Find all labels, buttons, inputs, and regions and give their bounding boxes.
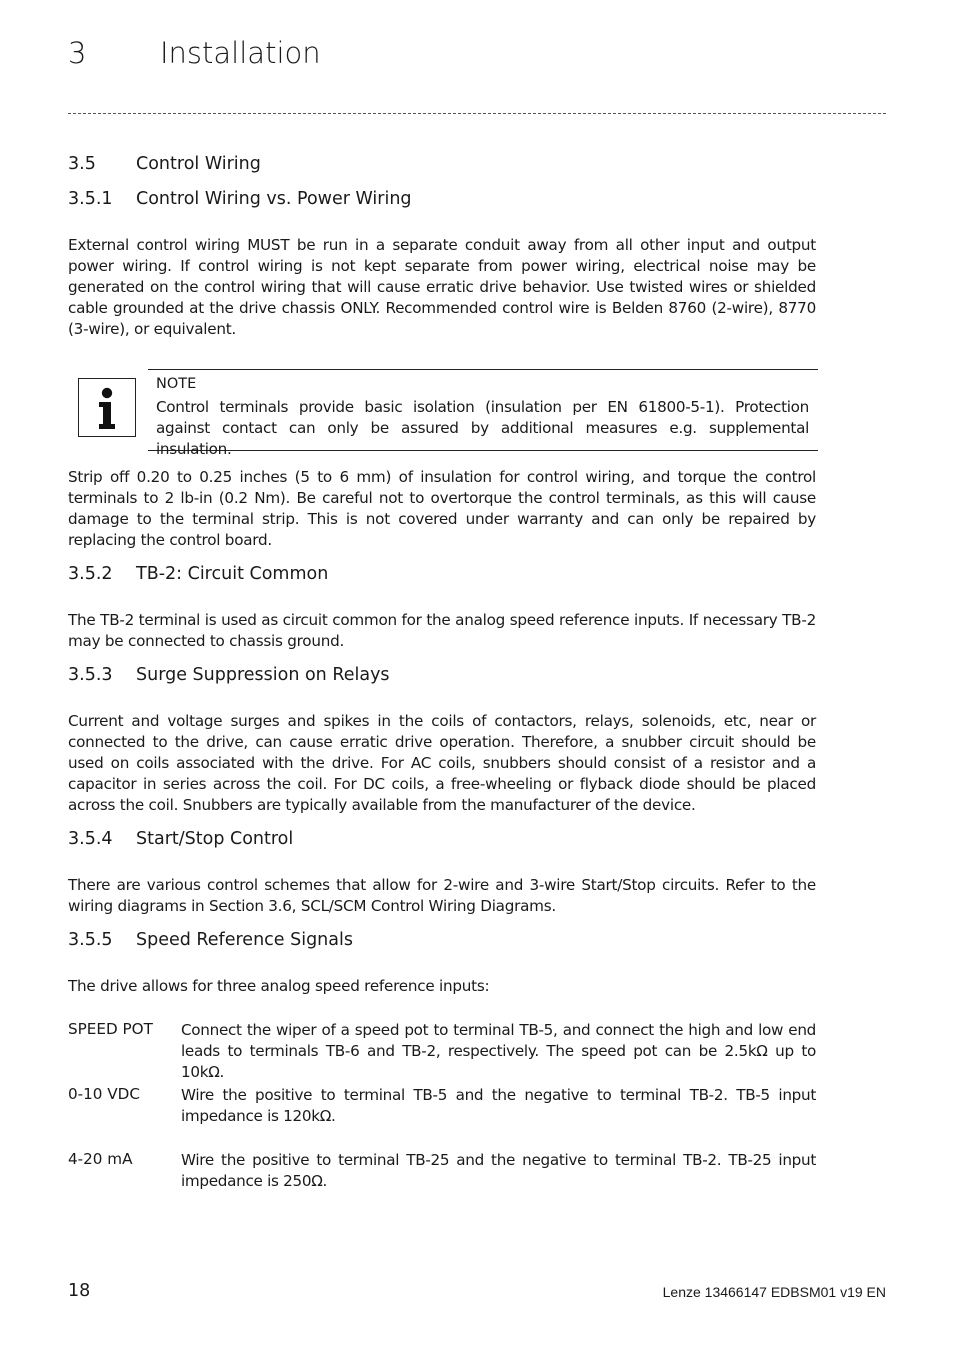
body-paragraph: The drive allows for three analog speed reference inputs: xyxy=(68,977,490,995)
note-label: NOTE xyxy=(156,376,197,392)
body-paragraph: Current and voltage surges and spikes in the coils of contactors, relays, solenoids, etc, near or connected to the drive, can cause erratic drive operation. Therefore, a snubber circuit should be used on coils associated with the drive. For AC coils, snubbers should consist of a resistor and a capacitor in series across the coil. For DC coils, a free-wheeling or flyback diode should be placed across the coil. Snubbers are typically available from the manufacturer of the device. xyxy=(68,712,816,814)
section-title: Control Wiring xyxy=(136,154,261,174)
body-paragraph: External control wiring MUST be run in a separate conduit away from all other input and output power wiring. If control wiring is not kept separate from power wiring, electrical noise may be generated on the control wiring that will cause erratic drive behavior. Use twisted wires or shielded cable grounded at the drive chassis ONLY. Recommended control wire is Belden 8760 (2-wire), 8770 (3-wire), or equivalent. xyxy=(68,236,816,338)
subsection-number: 3.5.3 xyxy=(68,665,113,685)
chapter-title: Installation xyxy=(160,36,321,70)
page-number: 18 xyxy=(68,1281,91,1301)
subsection-title: Control Wiring vs. Power Wiring xyxy=(136,189,412,209)
subsection-number: 3.5.1 xyxy=(68,189,113,209)
input-label: SPEED POT xyxy=(68,1020,153,1038)
subsection-title: Speed Reference Signals xyxy=(136,930,353,950)
input-description: Wire the positive to terminal TB-25 and the negative to terminal TB-2. TB-25 input impedance is 250Ω. xyxy=(181,1151,816,1190)
info-icon xyxy=(78,378,136,437)
subsection-title: Start/Stop Control xyxy=(136,829,294,849)
input-label: 4-20 mA xyxy=(68,1150,133,1168)
section-number: 3.5 xyxy=(68,154,96,174)
input-description: Connect the wiper of a speed pot to terminal TB-5, and connect the high and low end leads to terminals TB-6 and TB-2, respectively. The speed pot can be 2.5kΩ up to 10kΩ. xyxy=(181,1021,816,1081)
chapter-number: 3 xyxy=(68,36,87,70)
body-paragraph: Strip off 0.20 to 0.25 inches (5 to 6 mm) of insulation for control wiring, and torque the control terminals to 2 lb-in (0.2 Nm). Be careful not to overtorque the control terminals, as this will cause damage to the terminal strip. This is not covered under warranty and can only be repaired by replacing the control board. xyxy=(68,468,816,549)
subsection-number: 3.5.2 xyxy=(68,564,113,584)
subsection-number: 3.5.4 xyxy=(68,829,113,849)
input-description: Wire the positive to terminal TB-5 and the negative to terminal TB-2. TB-5 input impedance is 120kΩ. xyxy=(181,1086,816,1125)
body-paragraph: There are various control schemes that allow for 2-wire and 3-wire Start/Stop circuits. Refer to the wiring diagrams in Section 3.6, SCL/SCM Control Wiring Diagrams. xyxy=(68,876,816,915)
document-id: Lenze 13466147 EDBSM01 v19 EN xyxy=(662,1284,886,1300)
input-label: 0-10 VDC xyxy=(68,1085,140,1103)
subsection-number: 3.5.5 xyxy=(68,930,113,950)
header-divider xyxy=(68,113,886,114)
subsection-title: TB-2: Circuit Common xyxy=(136,564,329,584)
body-paragraph: The TB-2 terminal is used as circuit common for the analog speed reference inputs. If necessary TB-2 may be connected to chassis ground. xyxy=(68,611,816,650)
note-text: Control terminals provide basic isolation (insulation per EN 61800-5-1). Protection against contact can only be assured by additional measures e.g. supplemental insulation. xyxy=(156,398,809,458)
subsection-title: Surge Suppression on Relays xyxy=(136,665,390,685)
